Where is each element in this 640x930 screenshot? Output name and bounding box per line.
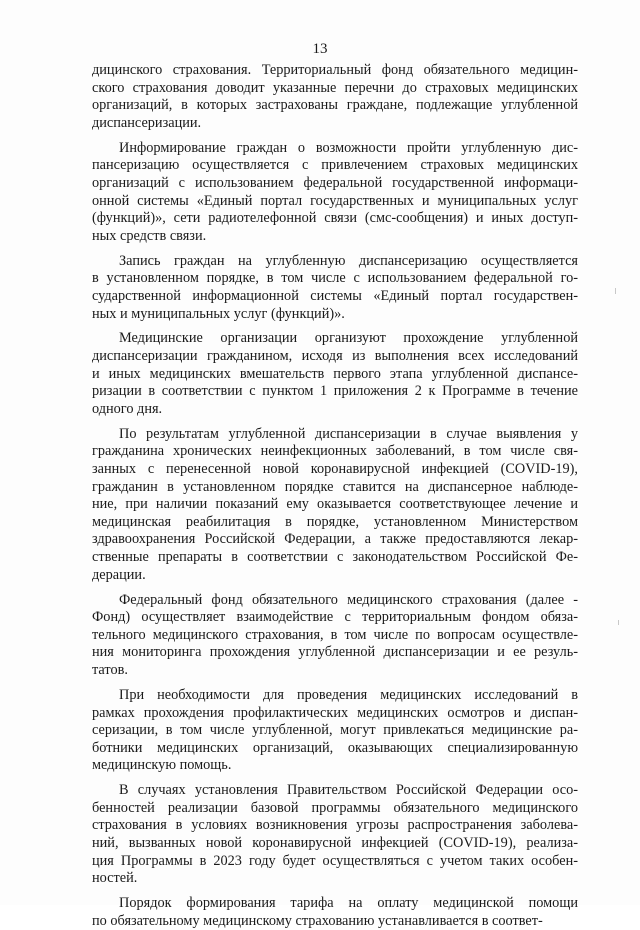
text-line: ных и муниципальных услуг (функций)».	[92, 305, 345, 322]
text-line: онной системы «Единый портал государственных и муниципальных услуг	[92, 192, 578, 209]
paragraph	[92, 62, 578, 132]
paragraph	[92, 426, 578, 584]
text-line: медицинская реабилитация в порядке, установленном Министерством	[92, 513, 578, 530]
text-line: бенностей реализации базовой программы обязательного медицинского	[92, 799, 578, 816]
text-line: ского страхования доводит указанные перечни до страховых медицинских	[92, 79, 578, 96]
text-line: татов.	[92, 661, 128, 678]
paragraph-gap	[92, 245, 578, 252]
text-line: ных средств связи.	[92, 227, 207, 244]
paragraph	[92, 592, 578, 680]
text-line: ботники медицинских организаций, оказывающих специализированную	[92, 739, 578, 756]
paragraph	[92, 687, 578, 775]
paragraph-gap	[92, 680, 578, 687]
text-line: Медицинские организации организуют прохождение углубленной	[119, 330, 578, 347]
text-line: гражданин в установленном порядке ставится на диспансерное наблюде-	[92, 478, 578, 495]
text-line: и иных медицинских вмешательств первого этапа углубленной диспансе-	[92, 365, 578, 382]
text-line: ний, вызванных новой коронавирусной инфекцией (COVID-19), реализа-	[92, 835, 578, 852]
paragraph-gap	[92, 323, 578, 330]
text-line: дерации.	[92, 566, 146, 583]
text-line: Фонд) осуществляет взаимодействие с территориальным фондом обяза-	[92, 609, 578, 626]
text-line: одного дня.	[92, 400, 163, 417]
text-line: Информирование граждан о возможности пройти углубленную дис-	[119, 139, 578, 156]
page-number: 13	[312, 41, 328, 57]
text-line: здравоохранения Российской Федерации, а также предоставляются лекар-	[92, 531, 578, 548]
text-line: ние, при наличии показаний ему оказывается соответствующее лечение и	[92, 496, 578, 513]
text-line: диспансеризации.	[92, 114, 202, 131]
text-line: По результатам углубленной диспансеризации в случае выявления у	[119, 425, 578, 442]
text-line: Порядок формирования тарифа на оплату медицинской помощи	[119, 895, 578, 912]
text-line: страхования в условиях возникновения угрозы распространения заболева-	[92, 817, 578, 834]
text-line: дицинского страхования. Территориальный фонд обязательного медицин-	[92, 62, 578, 78]
scan-edge-mark	[618, 620, 619, 625]
text-line: диспансеризации гражданином, исходя из выполнения всех исследований	[92, 348, 578, 365]
text-line: В случаях установления Правительством Российской Федерации осо-	[119, 782, 578, 799]
scan-edge-mark	[615, 288, 616, 294]
text-line: медицинскую помощь.	[92, 757, 232, 774]
text-line: занных с перенесенной новой коронавирусной инфекцией (COVID-19),	[92, 461, 578, 478]
text-line: ностей.	[92, 870, 138, 887]
text-line: серизации, в том числе углубленной, могут привлекаться медицинские ра-	[92, 722, 578, 739]
paragraph-gap	[92, 584, 578, 591]
paragraph	[92, 895, 578, 930]
paragraph	[92, 253, 578, 323]
text-line: в установленном порядке, в том числе с использованием федеральной го-	[92, 270, 578, 287]
paragraph	[92, 782, 578, 888]
text-line: пансеризацию осуществляется с привлечением страховых медицинских	[92, 157, 578, 174]
paragraph	[92, 140, 578, 246]
text-line: ризации в соответствии с пунктом 1 приложения 2 к Программе в течение	[92, 383, 578, 400]
text-line: Федеральный фонд обязательного медицинского страхования (далее -	[119, 591, 578, 608]
paragraph-gap	[92, 775, 578, 782]
text-line: организаций, в которых застрахованы граждане, подлежащие углубленной	[92, 97, 578, 114]
text-line: (функций)», сети радиотелефонной связи (смс-сообщения) и иных доступ-	[92, 210, 578, 227]
text-line: по обязательному медицинскому страхованию устанавливается в соответ-	[92, 912, 543, 929]
paragraph-gap	[92, 132, 578, 139]
text-line: При необходимости для проведения медицинских исследований в	[119, 686, 578, 703]
text-line: ния мониторинга прохождения углубленной диспансеризации и ее резуль-	[92, 644, 578, 661]
document-body	[92, 62, 578, 930]
text-line: Запись граждан на углубленную диспансеризацию осуществляется	[119, 252, 578, 269]
text-line: организаций с использованием федеральной государственной информаци-	[92, 174, 578, 191]
text-line: гражданина хронических неинфекционных заболеваний, в том числе свя-	[92, 443, 578, 460]
text-line: сударственной информационной системы «Единый портал государствен-	[92, 287, 578, 304]
paragraph-gap	[92, 888, 578, 895]
paragraph-gap	[92, 418, 578, 425]
text-line: ция Программы в 2023 году будет осуществляться с учетом таких особен-	[92, 852, 578, 869]
text-line: тельного медицинского страхования, в том числе по вопросам осуществле-	[92, 626, 578, 643]
text-line: рамках прохождения профилактических медицинских осмотров и диспан-	[92, 704, 578, 721]
paragraph	[92, 330, 578, 418]
text-line: ственные препараты в соответствии с законодательством Российской Фе-	[92, 549, 578, 565]
